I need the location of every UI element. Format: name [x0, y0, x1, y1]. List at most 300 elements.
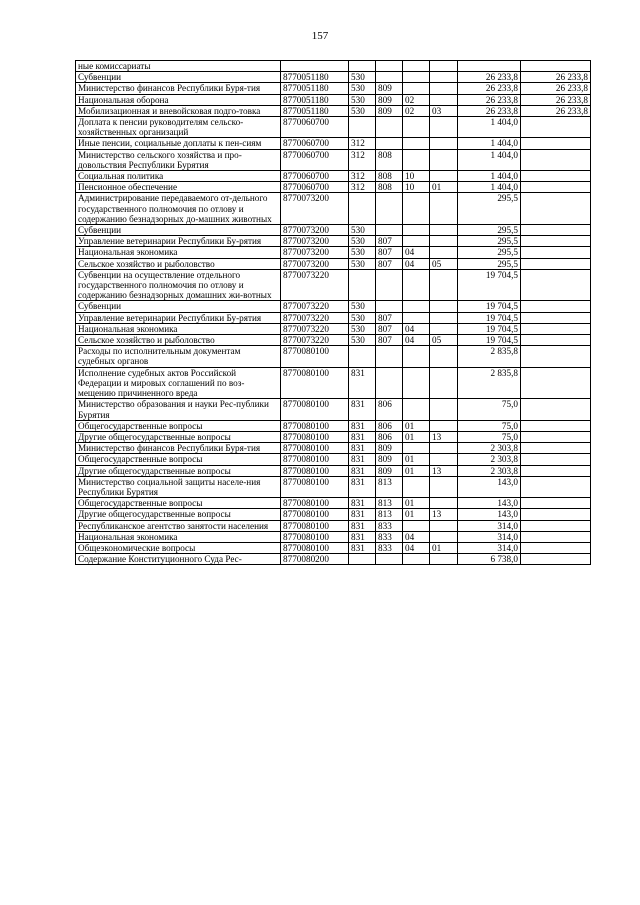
section-cell — [403, 520, 430, 531]
row-name-cell: Содержание Конституционного Суда Рес- — [76, 554, 281, 565]
section-cell — [403, 443, 430, 454]
target-article-cell: 8770073200 — [281, 193, 349, 225]
section-cell — [403, 269, 430, 301]
administrator-code-cell: 833 — [376, 542, 403, 553]
administrator-code-cell: 807 — [376, 323, 403, 334]
table-row — [76, 61, 591, 72]
table-row — [76, 83, 591, 94]
subsection-cell — [430, 225, 458, 236]
target-article-cell: 8770051180 — [281, 72, 349, 83]
row-name-cell: ные комиссариаты — [76, 61, 281, 72]
table-row — [76, 258, 591, 269]
administrator-code-cell: 833 — [376, 531, 403, 542]
table-row — [76, 498, 591, 509]
amount-cell: 295,5 — [458, 258, 521, 269]
amount-alt-cell — [521, 61, 591, 72]
subsection-cell — [430, 247, 458, 258]
subsection-cell — [430, 94, 458, 105]
amount-alt-cell: 26 233,8 — [521, 94, 591, 105]
row-name-cell: Доплата к пенсии руководителям сельско-хозяйственных организаций — [76, 117, 281, 138]
target-article-cell: 8770080100 — [281, 346, 349, 367]
expense-type-cell — [349, 269, 376, 301]
section-cell: 02 — [403, 105, 430, 116]
subsection-cell — [430, 312, 458, 323]
section-cell: 01 — [403, 509, 430, 520]
table-row — [76, 531, 591, 542]
table-row — [76, 269, 591, 301]
row-name-cell: Иные пенсии, социальные доплаты к пен-сиям — [76, 138, 281, 149]
expense-type-cell: 530 — [349, 225, 376, 236]
amount-alt-cell — [521, 138, 591, 149]
target-article-cell: 8770051180 — [281, 83, 349, 94]
amount-cell: 75,0 — [458, 399, 521, 420]
section-cell: 04 — [403, 335, 430, 346]
table-row — [76, 399, 591, 420]
expense-type-cell: 831 — [349, 509, 376, 520]
amount-alt-cell — [521, 443, 591, 454]
section-cell — [403, 138, 430, 149]
amount-cell: 75,0 — [458, 431, 521, 442]
amount-alt-cell: 26 233,8 — [521, 83, 591, 94]
amount-alt-cell: 26 233,8 — [521, 105, 591, 116]
expense-type-cell: 530 — [349, 72, 376, 83]
target-article-cell: 8770060700 — [281, 138, 349, 149]
section-cell: 04 — [403, 323, 430, 334]
amount-alt-cell — [521, 476, 591, 497]
administrator-code-cell: 813 — [376, 509, 403, 520]
table-row — [76, 335, 591, 346]
row-name-cell: Общеэкономические вопросы — [76, 542, 281, 553]
row-name-cell: Республиканское агентство занятости населения — [76, 520, 281, 531]
target-article-cell: 8770060700 — [281, 149, 349, 170]
expense-type-cell: 530 — [349, 335, 376, 346]
section-cell — [403, 225, 430, 236]
amount-cell: 314,0 — [458, 520, 521, 531]
expense-type-cell — [349, 346, 376, 367]
expense-type-cell — [349, 117, 376, 138]
amount-cell: 314,0 — [458, 542, 521, 553]
administrator-code-cell: 813 — [376, 476, 403, 497]
expense-type-cell: 831 — [349, 531, 376, 542]
target-article-cell: 8770051180 — [281, 105, 349, 116]
row-name-cell: Министерство социальной защиты населе-ния Республики Бурятия — [76, 476, 281, 497]
page-number: 157 — [311, 30, 329, 42]
table-row — [76, 367, 591, 399]
administrator-code-cell — [376, 61, 403, 72]
amount-alt-cell — [521, 117, 591, 138]
amount-cell: 19 704,5 — [458, 301, 521, 312]
expense-type-cell: 530 — [349, 323, 376, 334]
row-name-cell: Управление ветеринарии Республики Бу-рятия — [76, 236, 281, 247]
row-name-cell: Субвенции на осуществление отдельного государственного полномочия по отлову и содержанию безнадзорных домашних жи-вотных — [76, 269, 281, 301]
subsection-cell — [430, 420, 458, 431]
administrator-code-cell — [376, 138, 403, 149]
administrator-code-cell: 806 — [376, 420, 403, 431]
row-name-cell: Исполнение судебных актов Российской Федерации и мировых соглашений по воз-мещению причиненного вреда — [76, 367, 281, 399]
row-name-cell: Национальная оборона — [76, 94, 281, 105]
table-row — [76, 476, 591, 497]
subsection-cell: 05 — [430, 258, 458, 269]
section-cell — [403, 399, 430, 420]
amount-alt-cell — [521, 258, 591, 269]
administrator-code-cell — [376, 72, 403, 83]
row-name-cell: Сельское хозяйство и рыболовство — [76, 258, 281, 269]
amount-cell: 1 404,0 — [458, 171, 521, 182]
expense-type-cell: 312 — [349, 171, 376, 182]
expense-type-cell: 530 — [349, 312, 376, 323]
row-name-cell: Национальная экономика — [76, 247, 281, 258]
row-name-cell: Другие общегосударственные вопросы — [76, 431, 281, 442]
subsection-cell — [430, 149, 458, 170]
administrator-code-cell: 809 — [376, 105, 403, 116]
target-article-cell: 8770073200 — [281, 258, 349, 269]
table-row — [76, 138, 591, 149]
subsection-cell: 05 — [430, 335, 458, 346]
subsection-cell — [430, 367, 458, 399]
administrator-code-cell: 809 — [376, 443, 403, 454]
administrator-code-cell: 833 — [376, 520, 403, 531]
target-article-cell: 8770080100 — [281, 509, 349, 520]
amount-alt-cell — [521, 335, 591, 346]
amount-alt-cell — [521, 301, 591, 312]
expense-type-cell: 530 — [349, 301, 376, 312]
section-cell: 01 — [403, 420, 430, 431]
amount-cell: 295,5 — [458, 247, 521, 258]
subsection-cell — [430, 498, 458, 509]
section-cell: 02 — [403, 94, 430, 105]
row-name-cell: Общегосударственные вопросы — [76, 498, 281, 509]
expense-type-cell — [349, 554, 376, 565]
target-article-cell: 8770051180 — [281, 94, 349, 105]
target-article-cell: 8770080100 — [281, 465, 349, 476]
target-article-cell: 8770060700 — [281, 182, 349, 193]
row-name-cell: Другие общегосударственные вопросы — [76, 509, 281, 520]
section-cell — [403, 476, 430, 497]
amount-cell: 1 404,0 — [458, 138, 521, 149]
subsection-cell: 13 — [430, 509, 458, 520]
table-row — [76, 520, 591, 531]
expense-type-cell: 312 — [349, 182, 376, 193]
amount-alt-cell — [521, 149, 591, 170]
target-article-cell: 8770080100 — [281, 399, 349, 420]
subsection-cell — [430, 171, 458, 182]
amount-alt-cell — [521, 247, 591, 258]
amount-cell: 2 303,8 — [458, 443, 521, 454]
subsection-cell — [430, 531, 458, 542]
section-cell — [403, 301, 430, 312]
table-row — [76, 236, 591, 247]
amount-cell: 2 835,8 — [458, 346, 521, 367]
amount-alt-cell — [521, 554, 591, 565]
table-row — [76, 247, 591, 258]
amount-cell: 26 233,8 — [458, 83, 521, 94]
section-cell — [403, 346, 430, 367]
row-name-cell: Управление ветеринарии Республики Бу-рятия — [76, 312, 281, 323]
row-name-cell: Министерство сельского хозяйства и про-довольствия Республики Бурятия — [76, 149, 281, 170]
subsection-cell: 01 — [430, 542, 458, 553]
amount-alt-cell — [521, 236, 591, 247]
target-article-cell: 8770080100 — [281, 498, 349, 509]
subsection-cell — [430, 443, 458, 454]
amount-cell: 75,0 — [458, 420, 521, 431]
target-article-cell: 8770080100 — [281, 531, 349, 542]
row-name-cell: Министерство образования и науки Рес-публики Бурятия — [76, 399, 281, 420]
table-row — [76, 542, 591, 553]
row-name-cell: Пенсионное обеспечение — [76, 182, 281, 193]
row-name-cell: Субвенции — [76, 225, 281, 236]
table-row — [76, 149, 591, 170]
amount-cell: 295,5 — [458, 193, 521, 225]
row-name-cell: Расходы по исполнительным документам судебных органов — [76, 346, 281, 367]
administrator-code-cell — [376, 367, 403, 399]
table-row — [76, 182, 591, 193]
section-cell: 01 — [403, 431, 430, 442]
target-article-cell: 8770073220 — [281, 323, 349, 334]
amount-cell: 295,5 — [458, 225, 521, 236]
administrator-code-cell: 808 — [376, 149, 403, 170]
amount-cell: 295,5 — [458, 236, 521, 247]
amount-cell: 2 303,8 — [458, 465, 521, 476]
amount-cell: 26 233,8 — [458, 72, 521, 83]
expense-type-cell: 831 — [349, 443, 376, 454]
administrator-code-cell — [376, 193, 403, 225]
expense-type-cell: 530 — [349, 247, 376, 258]
section-cell: 01 — [403, 454, 430, 465]
amount-cell: 143,0 — [458, 509, 521, 520]
amount-alt-cell — [521, 420, 591, 431]
expense-type-cell: 530 — [349, 105, 376, 116]
amount-alt-cell — [521, 346, 591, 367]
section-cell: 10 — [403, 171, 430, 182]
table-row — [76, 554, 591, 565]
expense-type-cell: 312 — [349, 149, 376, 170]
administrator-code-cell — [376, 346, 403, 367]
subsection-cell: 13 — [430, 431, 458, 442]
section-cell — [403, 61, 430, 72]
expense-type-cell: 831 — [349, 454, 376, 465]
subsection-cell — [430, 476, 458, 497]
subsection-cell — [430, 138, 458, 149]
amount-cell: 143,0 — [458, 476, 521, 497]
target-article-cell: 8770080100 — [281, 476, 349, 497]
table-row — [76, 225, 591, 236]
section-cell — [403, 117, 430, 138]
section-cell: 01 — [403, 498, 430, 509]
row-name-cell: Национальная экономика — [76, 323, 281, 334]
subsection-cell — [430, 72, 458, 83]
expense-type-cell: 831 — [349, 542, 376, 553]
subsection-cell — [430, 346, 458, 367]
expense-type-cell: 312 — [349, 138, 376, 149]
amount-alt-cell — [521, 520, 591, 531]
expense-type-cell: 831 — [349, 420, 376, 431]
expense-type-cell — [349, 61, 376, 72]
amount-cell: 314,0 — [458, 531, 521, 542]
expense-type-cell: 530 — [349, 83, 376, 94]
section-cell — [403, 554, 430, 565]
target-article-cell: 8770073220 — [281, 335, 349, 346]
administrator-code-cell: 808 — [376, 171, 403, 182]
amount-alt-cell — [521, 323, 591, 334]
row-name-cell: Социальная политика — [76, 171, 281, 182]
table-row — [76, 431, 591, 442]
target-article-cell: 8770073200 — [281, 247, 349, 258]
administrator-code-cell: 809 — [376, 83, 403, 94]
amount-cell: 6 738,0 — [458, 554, 521, 565]
table-row — [76, 420, 591, 431]
expense-type-cell: 530 — [349, 94, 376, 105]
subsection-cell — [430, 301, 458, 312]
section-cell — [403, 367, 430, 399]
subsection-cell — [430, 117, 458, 138]
amount-cell: 1 404,0 — [458, 117, 521, 138]
row-name-cell: Субвенции — [76, 301, 281, 312]
administrator-code-cell: 809 — [376, 465, 403, 476]
target-article-cell: 8770073200 — [281, 225, 349, 236]
amount-cell: 19 704,5 — [458, 269, 521, 301]
subsection-cell — [430, 236, 458, 247]
amount-alt-cell — [521, 312, 591, 323]
administrator-code-cell: 809 — [376, 94, 403, 105]
row-name-cell: Министерство финансов Республики Буря-тия — [76, 83, 281, 94]
subsection-cell — [430, 269, 458, 301]
table-row — [76, 171, 591, 182]
subsection-cell: 01 — [430, 182, 458, 193]
amount-cell: 1 404,0 — [458, 182, 521, 193]
row-name-cell: Мобилизационная и вневойсковая подго-товка — [76, 105, 281, 116]
amount-alt-cell — [521, 225, 591, 236]
amount-alt-cell — [521, 454, 591, 465]
table-row — [76, 509, 591, 520]
amount-cell: 19 704,5 — [458, 323, 521, 334]
subsection-cell — [430, 83, 458, 94]
administrator-code-cell — [376, 117, 403, 138]
target-article-cell: 8770080100 — [281, 542, 349, 553]
expense-type-cell: 831 — [349, 367, 376, 399]
amount-cell: 143,0 — [458, 498, 521, 509]
amount-alt-cell — [521, 269, 591, 301]
target-article-cell — [281, 61, 349, 72]
administrator-code-cell — [376, 554, 403, 565]
table-row — [76, 117, 591, 138]
amount-alt-cell — [521, 498, 591, 509]
amount-alt-cell: 26 233,8 — [521, 72, 591, 83]
target-article-cell: 8770080200 — [281, 554, 349, 565]
administrator-code-cell — [376, 269, 403, 301]
target-article-cell: 8770060700 — [281, 171, 349, 182]
amount-cell: 1 404,0 — [458, 149, 521, 170]
amount-cell: 19 704,5 — [458, 335, 521, 346]
amount-alt-cell — [521, 399, 591, 420]
section-cell — [403, 193, 430, 225]
amount-alt-cell — [521, 367, 591, 399]
amount-alt-cell — [521, 465, 591, 476]
table-row — [76, 323, 591, 334]
amount-alt-cell — [521, 193, 591, 225]
section-cell — [403, 312, 430, 323]
target-article-cell: 8770073220 — [281, 269, 349, 301]
table-row — [76, 105, 591, 116]
budget-table — [75, 60, 591, 565]
table-row — [76, 193, 591, 225]
administrator-code-cell — [376, 301, 403, 312]
administrator-code-cell: 806 — [376, 399, 403, 420]
amount-cell: 26 233,8 — [458, 94, 521, 105]
section-cell: 01 — [403, 465, 430, 476]
row-name-cell: Национальная экономика — [76, 531, 281, 542]
expense-type-cell: 831 — [349, 399, 376, 420]
subsection-cell — [430, 454, 458, 465]
section-cell — [403, 83, 430, 94]
row-name-cell: Министерство финансов Республики Буря-тия — [76, 443, 281, 454]
target-article-cell: 8770073220 — [281, 312, 349, 323]
section-cell — [403, 72, 430, 83]
amount-cell: 19 704,5 — [458, 312, 521, 323]
administrator-code-cell: 807 — [376, 335, 403, 346]
administrator-code-cell: 813 — [376, 498, 403, 509]
administrator-code-cell: 806 — [376, 431, 403, 442]
target-article-cell: 8770080100 — [281, 431, 349, 442]
section-cell: 04 — [403, 247, 430, 258]
row-name-cell: Администрирование передаваемого от-дельного государственного полномочия по отлову и содержанию безнадзорных до-машних животных — [76, 193, 281, 225]
subsection-cell — [430, 61, 458, 72]
subsection-cell — [430, 323, 458, 334]
amount-alt-cell — [521, 531, 591, 542]
subsection-cell: 03 — [430, 105, 458, 116]
amount-cell: 2 835,8 — [458, 367, 521, 399]
expense-type-cell: 530 — [349, 258, 376, 269]
table-row — [76, 312, 591, 323]
subsection-cell — [430, 399, 458, 420]
target-article-cell: 8770080100 — [281, 367, 349, 399]
target-article-cell: 8770060700 — [281, 117, 349, 138]
amount-cell: 2 303,8 — [458, 454, 521, 465]
table-row — [76, 72, 591, 83]
row-name-cell: Общегосударственные вопросы — [76, 420, 281, 431]
expense-type-cell: 831 — [349, 498, 376, 509]
administrator-code-cell — [376, 225, 403, 236]
subsection-cell — [430, 193, 458, 225]
row-name-cell: Субвенции — [76, 72, 281, 83]
table-row — [76, 94, 591, 105]
expense-type-cell: 831 — [349, 431, 376, 442]
administrator-code-cell: 807 — [376, 258, 403, 269]
amount-alt-cell — [521, 171, 591, 182]
section-cell: 04 — [403, 531, 430, 542]
expense-type-cell: 530 — [349, 236, 376, 247]
section-cell — [403, 149, 430, 170]
section-cell: 04 — [403, 542, 430, 553]
amount-cell: 26 233,8 — [458, 105, 521, 116]
row-name-cell: Другие общегосударственные вопросы — [76, 465, 281, 476]
table-row — [76, 443, 591, 454]
administrator-code-cell: 807 — [376, 236, 403, 247]
amount-alt-cell — [521, 431, 591, 442]
subsection-cell: 13 — [430, 465, 458, 476]
amount-cell — [458, 61, 521, 72]
administrator-code-cell: 809 — [376, 454, 403, 465]
target-article-cell: 8770073200 — [281, 236, 349, 247]
target-article-cell: 8770080100 — [281, 520, 349, 531]
administrator-code-cell: 807 — [376, 247, 403, 258]
subsection-cell — [430, 520, 458, 531]
administrator-code-cell: 807 — [376, 312, 403, 323]
table-row — [76, 454, 591, 465]
expense-type-cell: 831 — [349, 476, 376, 497]
target-article-cell: 8770073220 — [281, 301, 349, 312]
expense-type-cell — [349, 193, 376, 225]
table-row — [76, 346, 591, 367]
